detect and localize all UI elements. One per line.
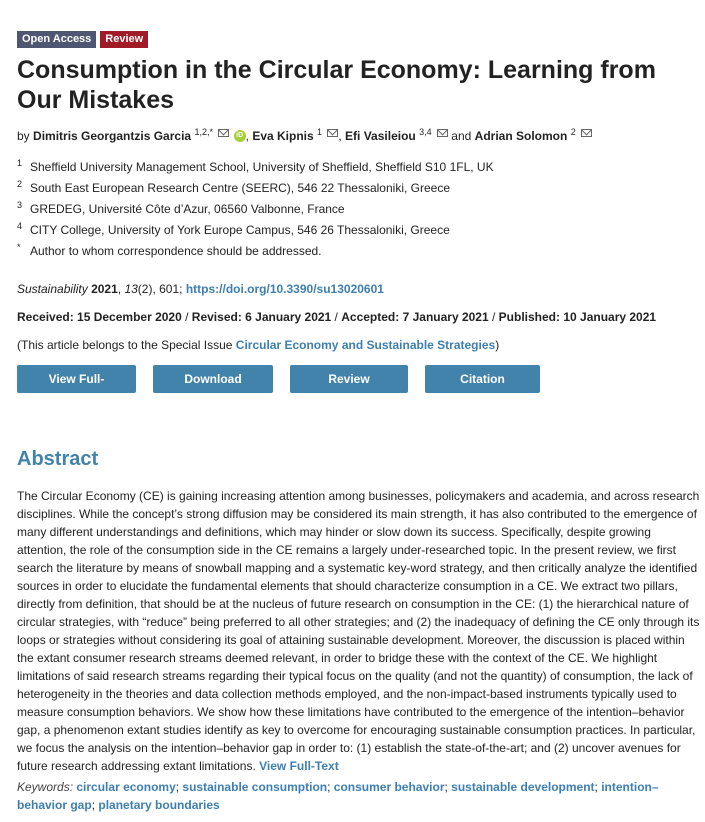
- author-name[interactable]: Eva Kipnis: [252, 129, 314, 143]
- affiliation-text: South East European Research Centre (SEERC), 546 22 Thessaloniki, Greece: [30, 181, 450, 195]
- citation-line: Sustainability 2021, 13(2), 601; https://doi.org/10.3390/su13020601: [17, 282, 384, 296]
- affiliation-text: Sheffield University Management School, University of Sheffield, Sheffield S10 1FL, UK: [30, 160, 494, 174]
- affiliation: [17, 244, 494, 265]
- keywords: Keywords: circular economy; sustainable consumption; consumer behavior; sustainable development; intention–behavior gap; planetary boundaries: [17, 780, 659, 812]
- date-separator: /: [488, 310, 499, 324]
- author-sup: 1: [317, 127, 323, 137]
- affiliation-num: *: [17, 242, 21, 252]
- keyword-link[interactable]: planetary boundaries: [98, 798, 220, 812]
- affiliations: [17, 160, 494, 265]
- publication-dates: [17, 310, 656, 324]
- author-name[interactable]: Adrian Solomon: [474, 129, 568, 143]
- keywords-label: Keywords:: [17, 780, 74, 794]
- keyword-link[interactable]: intention–behavior gap: [17, 780, 659, 812]
- author-name[interactable]: Dimitris Georgantzis Garcia: [33, 129, 192, 143]
- affiliation: [17, 223, 494, 244]
- keyword-link[interactable]: sustainable development: [451, 780, 595, 794]
- citation-year: 2021: [91, 282, 118, 296]
- download-pdf-button[interactable]: Download PDF: [153, 365, 273, 393]
- special-issue-suffix: ): [495, 338, 500, 352]
- abstract-text: The Circular Economy (CE) is gaining increasing attention among businesses, policymakers and academia, and across research disciplines. While the concept’s strong diffusion may be considered its main strength, it has also contributed to the emergence of many different understandings and definitions, which may hinder or slow down its success. Specifically, despite growing attention, the role of the consumption side in the CE remains a largely under-researched topic. In the present review, we first search the literature by means of snowball mapping and a systematic key-word strategy, and then critically analyze the identified sources in order to elucidate the fundamental elements that should characterize consumption in a CE. We extract two pillars, directly from definition, that should be at the nucleus of future research on consumption in the CE: (1) the hierarchical nature of circular strategies, with “reduce” being preferred to all other strategies; and (2) the inadequacy of defining the CE only through its loops or strategies without considering its goal of attaining sustainable development. Moreover, the discussion is placed within the extant consumer research streams deemed relevant, in order to bridge these with the context of the CE. We highlight limitations of said research streams regarding their typical focus on the quality (and not the quantity) of consumption, the lack of heterogeneity in the theories and data collection methods employed, and the non-impact-based instruments typically used to measure consumption behaviors. We show how these limitations have contributed to the emergence of the intention–behavior gap, a phenomenon extant studies identify as key to overcome for encouraging sustainable consumption practices. In particular, we focus the analysis on the intention–behavior gap in order to: (1) establish the state-of-the-art; and (2) uncover avenues for future research addressing extant limitations.: [17, 489, 700, 773]
- abstract-full-text-link[interactable]: View Full-Text: [259, 759, 339, 773]
- affiliation-text: Author to whom correspondence should be addressed.: [30, 244, 322, 258]
- keyword-link[interactable]: circular economy: [76, 780, 176, 794]
- mail-icon[interactable]: [437, 129, 448, 137]
- author-sup: 2: [570, 127, 576, 137]
- keyword-link[interactable]: sustainable consumption: [182, 780, 328, 794]
- affiliation-num: 4: [17, 221, 23, 231]
- citation-export-button[interactable]: Citation Export: [425, 365, 540, 393]
- orcid-icon[interactable]: iD: [234, 130, 246, 142]
- affiliation: [17, 160, 494, 181]
- mail-icon[interactable]: [327, 129, 338, 137]
- special-issue-note: [17, 338, 499, 352]
- view-full-text-button[interactable]: View Full-Text: [17, 365, 136, 393]
- date-separator: /: [331, 310, 342, 324]
- authors-line: by Dimitris Georgantzis Garcia $^{1,2,*}$ iD , Eva Kipnis $^1$ , Efi Vasileiou $^{3,4}$ and Adrian Solomon $^2$: [17, 129, 592, 145]
- open-access-badge[interactable]: Open Access: [17, 31, 96, 48]
- abstract-body: [17, 487, 700, 775]
- doi-link[interactable]: https://doi.org/10.3390/su13020601: [185, 282, 384, 296]
- badges: [17, 31, 148, 48]
- affiliation: [17, 202, 494, 223]
- author-sup: 1,2,*: [194, 127, 213, 137]
- mail-icon[interactable]: [581, 129, 592, 137]
- abstract-heading: Abstract: [17, 448, 99, 470]
- published-date: Published: 10 January 2021: [498, 310, 657, 324]
- review-badge[interactable]: Review: [100, 31, 148, 48]
- author-sup: 3,4: [419, 127, 432, 137]
- citation-issue-pages: (2), 601;: [137, 282, 183, 296]
- affiliation-num: 3: [17, 200, 23, 210]
- journal-name: Sustainability: [17, 282, 88, 296]
- affiliation-text: CITY College, University of York Europe Campus, 546 26 Thessaloniki, Greece: [30, 223, 450, 237]
- accepted-date: Accepted: 7 January 2021: [341, 310, 489, 324]
- affiliation: [17, 181, 494, 202]
- and-label: and: [451, 129, 472, 143]
- review-reports-button[interactable]: Review Reports: [290, 365, 408, 393]
- affiliation-num: 2: [17, 179, 23, 189]
- keyword-link[interactable]: consumer behavior: [333, 780, 445, 794]
- revised-date: Revised: 6 January 2021: [191, 310, 332, 324]
- mail-icon[interactable]: [218, 129, 229, 137]
- date-separator: /: [181, 310, 192, 324]
- special-issue-prefix: (This article belongs to the Special Issue: [17, 338, 236, 352]
- affiliation-num: 1: [17, 158, 23, 168]
- author-name[interactable]: Efi Vasileiou: [345, 129, 416, 143]
- article-title: Consumption in the Circular Economy: Learning from Our Mistakes: [17, 56, 656, 114]
- citation-volume: 13: [124, 282, 138, 296]
- by-label: by: [17, 129, 30, 143]
- received-date: Received: 15 December 2020: [17, 310, 182, 324]
- action-buttons: [17, 365, 540, 414]
- special-issue-link[interactable]: Circular Economy and Sustainable Strategies: [235, 338, 496, 352]
- affiliation-text: GREDEG, Université Côte d’Azur, 06560 Valbonne, France: [30, 202, 345, 216]
